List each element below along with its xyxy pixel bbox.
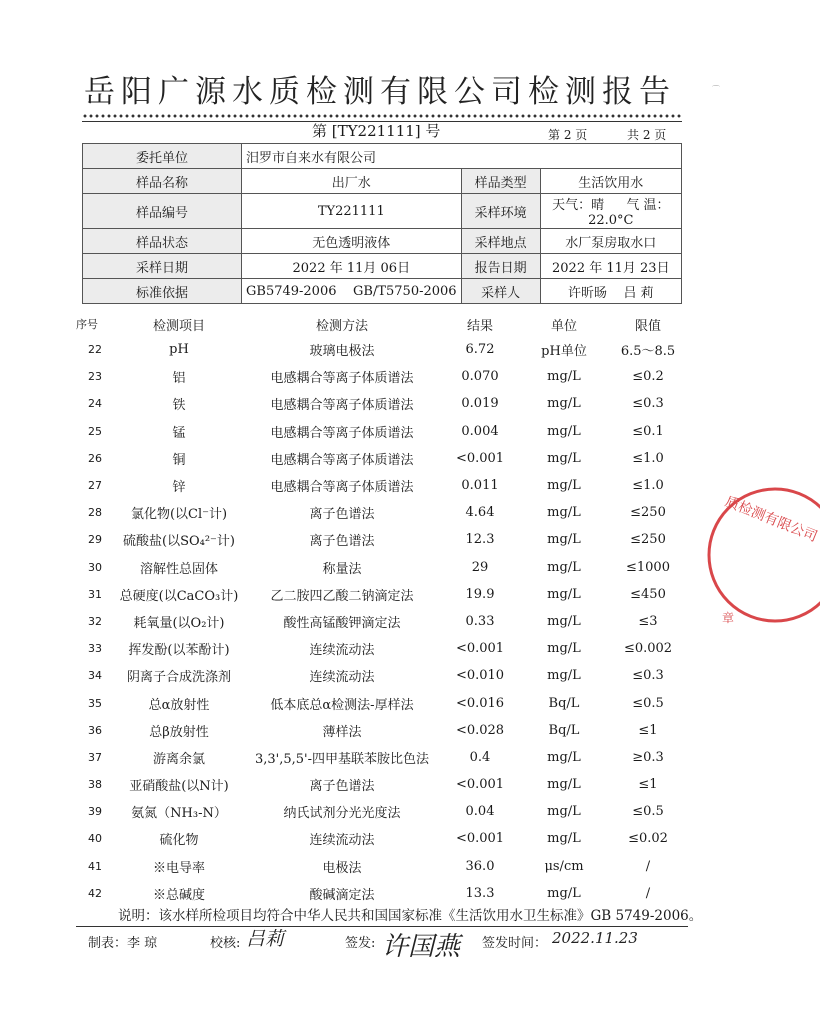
cell-item: 铝 [172, 371, 186, 387]
sample-name-label: 样品名称 [83, 169, 242, 194]
cell-item: ※电导率 [152, 860, 205, 876]
cell-no: 31 [88, 587, 102, 601]
sample-state-label: 样品状态 [83, 229, 242, 254]
cell-unit: mg/L [547, 777, 581, 793]
cell-result: <0.001 [455, 450, 505, 466]
cell-method: 离子色谱法 [309, 507, 375, 523]
cell-limit: ≤1.0 [632, 478, 664, 494]
cell-unit: mg/L [547, 396, 581, 412]
cell-item: 总α放射性 [148, 697, 210, 713]
cell-item: 铜 [172, 452, 186, 468]
cell-item: 亚硝酸盐(以N计) [129, 779, 229, 795]
header-limit: 限值 [634, 318, 661, 334]
table-row [76, 771, 688, 798]
info-row-sample-state [83, 229, 682, 254]
cell-no: 33 [88, 642, 102, 656]
table-row [76, 662, 688, 689]
cell-unit: mg/L [547, 641, 581, 657]
cell-no: 35 [88, 696, 102, 710]
header-unit: 单位 [550, 318, 577, 334]
table-row [76, 744, 688, 771]
cell-no: 38 [88, 778, 102, 792]
cell-result: 36.0 [465, 858, 495, 874]
table-row [76, 526, 688, 553]
table-row [76, 418, 688, 445]
cell-limit: ≤0.1 [632, 423, 664, 439]
checked-signature: 吕莉 [246, 928, 285, 950]
cell-item: 锌 [172, 480, 186, 496]
cell-result: 6.72 [465, 342, 495, 358]
cell-method: 纳氏试剂分光光度法 [283, 806, 401, 822]
table-row [76, 554, 688, 581]
cell-method: 玻璃电极法 [309, 344, 375, 360]
cell-result: 0.070 [461, 369, 499, 385]
sample-date-label: 采样日期 [83, 254, 242, 279]
cell-method: 电感耦合等离子体质谱法 [270, 452, 414, 468]
cell-limit: ≤1 [638, 777, 658, 793]
cell-method: 电感耦合等离子体质谱法 [270, 371, 414, 387]
report-date-value: 2022 年 11月 23日 [540, 254, 681, 279]
cell-result: <0.028 [455, 722, 505, 738]
cell-method: 连续流动法 [309, 670, 375, 686]
cell-method: 电极法 [322, 860, 362, 876]
seal-bottom-text: 章 [722, 611, 735, 625]
cell-method: 电感耦合等离子体质谱法 [270, 398, 414, 414]
client-label: 委托单位 [83, 144, 242, 169]
cell-result: 29 [471, 559, 489, 575]
cell-no: 36 [88, 723, 102, 737]
table-row [76, 445, 688, 472]
cell-limit: ≤0.002 [623, 641, 673, 657]
location-value: 水厂泵房取水口 [540, 229, 681, 254]
cell-method: 低本底总α检测法-厚样法 [270, 697, 414, 713]
cell-no: 26 [88, 451, 102, 465]
prepared-by: 制表：李 琼 [88, 936, 158, 951]
conclusion-note: 说明：该水样所检项目均符合中华人民共和国国家标准《生活饮用水卫生标准》GB 5749-2006。 [118, 908, 703, 924]
cell-item: 溶解性总固体 [139, 561, 218, 577]
cell-no: 23 [88, 370, 102, 384]
approved-label: 签发: [345, 936, 376, 951]
cell-item: pH [169, 342, 189, 358]
cell-method: 酸碱滴定法 [309, 887, 375, 903]
cell-method: 离子色谱法 [309, 534, 375, 550]
cell-item: 氨氮（NH₃-N） [131, 806, 227, 822]
cell-result: 0.004 [461, 423, 499, 439]
cell-result: 0.011 [461, 478, 499, 494]
cell-no: 39 [88, 805, 102, 819]
cell-unit: mg/L [547, 369, 581, 385]
table-row [76, 472, 688, 499]
sample-state-value: 无色透明液体 [242, 229, 462, 254]
cell-result: 0.4 [469, 749, 491, 765]
cell-limit: ≤1000 [626, 559, 670, 575]
header-result: 结果 [466, 318, 493, 334]
issue-time-label: 签发时间： [482, 936, 548, 951]
cell-unit: Bq/L [548, 722, 580, 738]
cell-limit: / [645, 858, 651, 874]
cell-item: 锰 [172, 425, 186, 441]
cell-method: 称量法 [322, 561, 362, 577]
cell-method: 电感耦合等离子体质谱法 [270, 480, 414, 496]
report-title: 岳阳广源水质检测有限公司检测报告 [84, 74, 676, 110]
cell-no: 29 [88, 533, 102, 547]
header-method: 检测方法 [315, 318, 368, 334]
page-total: 共 2 页 [627, 128, 667, 142]
info-row-standard [83, 279, 682, 304]
cell-item: ※总碱度 [152, 887, 205, 903]
cell-method: 离子色谱法 [309, 779, 375, 795]
cell-limit: ≤250 [630, 532, 666, 548]
info-row-sample-name [83, 169, 682, 194]
cell-no: 40 [88, 832, 102, 846]
cell-unit: μs/cm [544, 858, 584, 874]
cell-unit: mg/L [547, 749, 581, 765]
cell-unit: mg/L [547, 668, 581, 684]
standard-label: 标准依据 [83, 279, 242, 304]
cell-no: 28 [88, 506, 102, 520]
sample-type-label: 样品类型 [461, 169, 540, 194]
cell-method: 酸性高锰酸钾滴定法 [283, 615, 401, 631]
table-row [76, 499, 688, 526]
cell-item: 总β放射性 [149, 724, 209, 740]
cell-limit: ≤250 [630, 505, 666, 521]
cell-unit: mg/L [547, 831, 581, 847]
cell-result: 19.9 [465, 586, 495, 602]
cell-no: 30 [88, 560, 102, 574]
report-serial: 第 [TY221111] 号 [312, 122, 441, 140]
table-row [76, 635, 688, 662]
table-row [76, 853, 688, 880]
cell-limit: ≤0.3 [632, 668, 664, 684]
results-table [76, 312, 688, 907]
results-header-row [76, 312, 688, 336]
cell-limit: ≤0.5 [632, 695, 664, 711]
cell-item: 耗氧量(以O₂计) [133, 615, 225, 631]
cell-limit: ≤3 [638, 613, 658, 629]
cell-no: 27 [88, 479, 102, 493]
location-label: 采样地点 [461, 229, 540, 254]
cell-item: 硫酸盐(以SO₄²⁻计) [123, 534, 235, 550]
cell-result: 12.3 [465, 532, 495, 548]
report-date-label: 报告日期 [461, 254, 540, 279]
table-row [76, 608, 688, 635]
cell-limit: ≥0.3 [632, 749, 664, 765]
table-row [76, 798, 688, 825]
env-weather: 天气：晴 [552, 198, 605, 213]
cell-unit: pH单位 [541, 344, 587, 360]
sample-no-label: 样品编号 [83, 194, 242, 229]
cell-unit: mg/L [547, 532, 581, 548]
cell-no: 24 [88, 397, 102, 411]
cell-no: 37 [88, 750, 102, 764]
cell-unit: mg/L [547, 885, 581, 901]
cell-method: 乙二胺四乙酸二钠滴定法 [270, 588, 414, 604]
table-row [76, 363, 688, 390]
cell-result: 0.019 [461, 396, 499, 412]
cell-item: 硫化物 [159, 833, 199, 849]
cell-unit: mg/L [547, 505, 581, 521]
issue-date: 2022.11.23 [552, 929, 638, 947]
cell-limit: ≤0.5 [632, 804, 664, 820]
cell-item: 氯化物(以Cl⁻计) [130, 507, 228, 523]
table-row [76, 825, 688, 852]
cell-limit: ≤1 [638, 722, 658, 738]
cell-item: 总硬度(以CaCO₃计) [119, 588, 239, 604]
cell-result: 0.04 [465, 804, 495, 820]
sample-type-value: 生活饮用水 [540, 169, 681, 194]
sampler-value: 许昕旸 吕 莉 [540, 279, 681, 304]
cell-item: 铁 [172, 398, 186, 414]
cell-unit: Bq/L [548, 695, 580, 711]
page-current: 第 2 页 [548, 128, 588, 142]
table-row [76, 581, 688, 608]
table-row [76, 717, 688, 744]
punch-mark: ⌒ [712, 85, 720, 94]
cell-method: 连续流动法 [309, 833, 375, 849]
cell-limit: ≤0.2 [632, 369, 664, 385]
cell-no: 34 [88, 669, 102, 683]
header-no: 序号 [76, 318, 98, 331]
env-value [540, 194, 681, 229]
cell-limit: ≤0.3 [632, 396, 664, 412]
cell-method: 3,3',5,5'-四甲基联苯胺比色法 [254, 751, 430, 767]
cell-no: 22 [88, 343, 102, 357]
results-body [76, 312, 688, 907]
env-temp: 气 温：22.0°C [588, 198, 670, 228]
title-dotted-rule [82, 113, 682, 119]
standard-value: GB5749-2006 GB/T5750-2006 [242, 279, 462, 304]
cell-item: 挥发酚(以苯酚计) [128, 643, 230, 659]
cell-result: <0.016 [455, 695, 505, 711]
cell-result: 4.64 [465, 505, 495, 521]
sample-date-value: 2022 年 11月 06日 [242, 254, 462, 279]
cell-result: <0.010 [455, 668, 505, 684]
cell-limit: ≤1.0 [632, 450, 664, 466]
cell-no: 41 [88, 859, 102, 873]
client-value: 汨罗市自来水有限公司 [242, 144, 682, 169]
cell-unit: mg/L [547, 613, 581, 629]
cell-result: 0.33 [465, 613, 495, 629]
cell-limit: ≤450 [630, 586, 666, 602]
info-row-sample-no [83, 194, 682, 229]
cell-limit: ≤0.02 [628, 831, 668, 847]
table-row [76, 689, 688, 716]
checked-label: 校核: [210, 936, 241, 951]
env-label: 采样环境 [461, 194, 540, 229]
table-row [76, 880, 688, 907]
cell-result: 13.3 [465, 885, 495, 901]
cell-limit: 6.5～8.5 [620, 344, 676, 360]
cell-limit: / [645, 885, 651, 901]
cell-unit: mg/L [547, 423, 581, 439]
cell-result: <0.001 [455, 641, 505, 657]
seal-text: 质检测有限公司 [722, 493, 820, 546]
approved-signature: 许国燕 [382, 932, 461, 962]
sample-name-value: 出厂水 [242, 169, 462, 194]
cell-unit: mg/L [547, 450, 581, 466]
header-item: 检测项目 [152, 318, 205, 334]
company-seal [700, 480, 820, 630]
sample-info-table [82, 143, 682, 304]
cell-unit: mg/L [547, 478, 581, 494]
info-row-dates [83, 254, 682, 279]
cell-no: 25 [88, 424, 102, 438]
cell-unit: mg/L [547, 559, 581, 575]
table-row [76, 336, 688, 363]
cell-no: 32 [88, 614, 102, 628]
cell-unit: mg/L [547, 586, 581, 602]
table-row [76, 390, 688, 417]
cell-item: 游离余氯 [152, 751, 205, 767]
sample-no-value: TY221111 [242, 194, 462, 229]
cell-method: 连续流动法 [309, 643, 375, 659]
sampler-label: 采样人 [461, 279, 540, 304]
cell-result: <0.001 [455, 777, 505, 793]
cell-unit: mg/L [547, 804, 581, 820]
cell-method: 薄样法 [322, 724, 362, 740]
cell-method: 电感耦合等离子体质谱法 [270, 425, 414, 441]
cell-no: 42 [88, 886, 102, 900]
cell-item: 阴离子合成洗涤剂 [126, 670, 231, 686]
cell-result: <0.001 [455, 831, 505, 847]
info-row-client [83, 144, 682, 169]
